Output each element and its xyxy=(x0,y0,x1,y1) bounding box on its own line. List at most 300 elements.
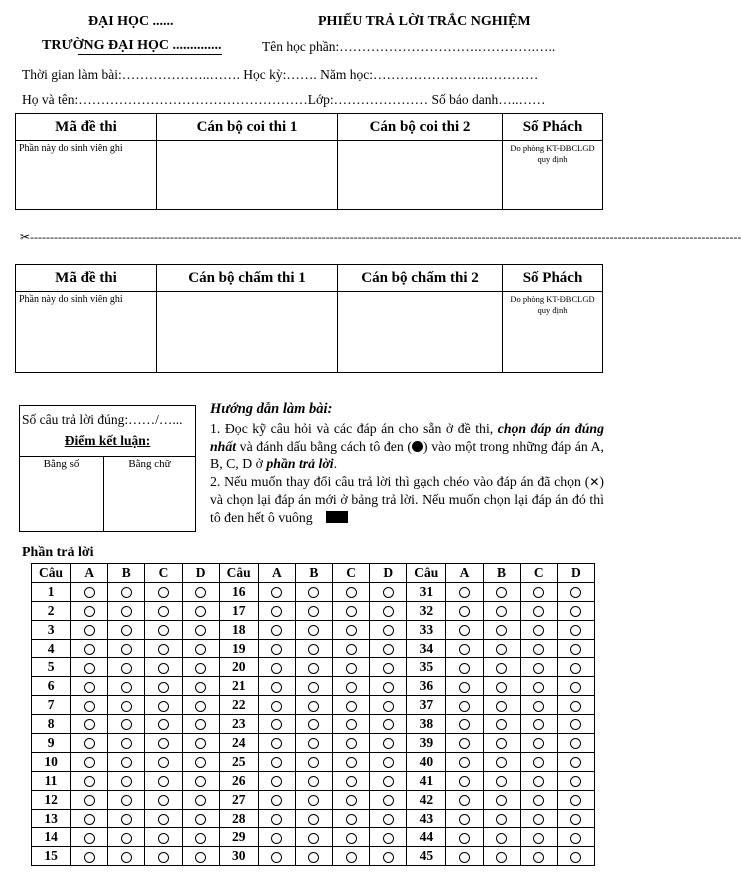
answer-cell xyxy=(483,790,520,809)
answer-bubble-b-icon[interactable] xyxy=(121,738,132,749)
answer-cell xyxy=(370,809,407,828)
answer-row xyxy=(32,639,595,658)
exam-code-cell[interactable] xyxy=(16,141,157,210)
answer-bubble-d-icon[interactable] xyxy=(570,644,581,655)
answer-bubble-a-icon[interactable] xyxy=(271,814,282,825)
answer-bubble-a-icon[interactable] xyxy=(271,682,282,693)
answer-bubble-c-icon[interactable] xyxy=(346,833,357,844)
answer-bubble-a-icon[interactable] xyxy=(271,757,282,768)
answer-bubble-c-icon[interactable] xyxy=(533,644,544,655)
answer-bubble-c-icon[interactable] xyxy=(346,719,357,730)
question-number: 33 xyxy=(407,620,446,639)
answer-bubble-c-icon[interactable] xyxy=(533,606,544,617)
answer-bubble-d-icon[interactable] xyxy=(195,776,206,787)
answer-cell xyxy=(370,790,407,809)
answer-bubble-c-icon[interactable] xyxy=(158,625,169,636)
answer-bubble-d-icon[interactable] xyxy=(570,587,581,598)
answer-bubble-a-icon[interactable] xyxy=(84,701,95,712)
answer-bubble-a-icon[interactable] xyxy=(271,587,282,598)
answer-bubble-c-icon[interactable] xyxy=(533,738,544,749)
score-divider xyxy=(20,456,195,457)
answer-bubble-a-icon[interactable] xyxy=(459,625,470,636)
answer-cell xyxy=(258,658,295,677)
instructions-title: Hướng dẫn làm bài: xyxy=(210,401,333,417)
answer-bubble-b-icon[interactable] xyxy=(308,606,319,617)
answer-bubble-b-icon[interactable] xyxy=(308,644,319,655)
answer-cell xyxy=(333,601,370,620)
instructions xyxy=(210,401,604,526)
answer-cell xyxy=(108,828,145,847)
answer-bubble-d-icon[interactable] xyxy=(570,852,581,863)
answer-bubble-c-icon[interactable] xyxy=(158,833,169,844)
answer-bubble-b-icon[interactable] xyxy=(496,587,507,598)
answer-cell xyxy=(333,734,370,753)
answer-cell xyxy=(71,601,108,620)
question-number: 9 xyxy=(32,734,71,753)
answer-bubble-c-icon[interactable] xyxy=(158,757,169,768)
answer-cell xyxy=(258,677,295,696)
answer-bubble-c-icon[interactable] xyxy=(158,719,169,730)
answer-bubble-a-icon[interactable] xyxy=(84,606,95,617)
answer-bubble-b-icon[interactable] xyxy=(496,701,507,712)
answer-bubble-c-icon[interactable] xyxy=(158,814,169,825)
answer-cell xyxy=(446,715,483,734)
answer-bubble-c-icon[interactable] xyxy=(158,663,169,674)
answer-bubble-d-icon[interactable] xyxy=(195,644,206,655)
student-info-line[interactable]: Họ và tên:……………………………………………Lớp:………………… Số báo danh…..…… xyxy=(22,92,546,107)
answer-bubble-b-icon[interactable] xyxy=(121,814,132,825)
answer-cell xyxy=(108,771,145,790)
answer-cell xyxy=(520,847,557,866)
answer-bubble-d-icon[interactable] xyxy=(383,644,394,655)
answer-bubble-d-icon[interactable] xyxy=(570,795,581,806)
conclusion-label: Điểm kết luận: xyxy=(64,433,151,448)
answer-bubble-a-icon[interactable] xyxy=(84,795,95,806)
answer-cell xyxy=(71,715,108,734)
answer-cell xyxy=(370,828,407,847)
exam-code-cell-2[interactable] xyxy=(16,292,157,373)
answer-bubble-c-icon[interactable] xyxy=(533,776,544,787)
sophach-cell xyxy=(503,141,603,210)
answer-bubble-b-icon[interactable] xyxy=(121,833,132,844)
answer-bubble-a-icon[interactable] xyxy=(271,663,282,674)
answer-cell xyxy=(557,734,594,753)
col-header-cau: Câu xyxy=(219,564,258,583)
answer-bubble-a-icon[interactable] xyxy=(459,719,470,730)
answer-bubble-a-icon[interactable] xyxy=(459,795,470,806)
answer-bubble-d-icon[interactable] xyxy=(383,795,394,806)
answer-bubble-b-icon[interactable] xyxy=(496,719,507,730)
answer-bubble-c-icon[interactable] xyxy=(346,587,357,598)
answer-bubble-d-icon[interactable] xyxy=(570,814,581,825)
answer-bubble-a-icon[interactable] xyxy=(271,701,282,712)
answer-bubble-a-icon[interactable] xyxy=(271,852,282,863)
answer-bubble-b-icon[interactable] xyxy=(496,644,507,655)
answer-bubble-a-icon[interactable] xyxy=(84,663,95,674)
answer-bubble-d-icon[interactable] xyxy=(383,682,394,693)
answer-bubble-b-icon[interactable] xyxy=(121,701,132,712)
answer-row xyxy=(32,809,595,828)
proctor-2-cell[interactable] xyxy=(338,141,503,210)
answer-bubble-b-icon[interactable] xyxy=(121,795,132,806)
answer-bubble-b-icon[interactable] xyxy=(308,814,319,825)
answer-bubble-d-icon[interactable] xyxy=(383,814,394,825)
answer-bubble-b-icon[interactable] xyxy=(121,776,132,787)
answer-bubble-d-icon[interactable] xyxy=(570,833,581,844)
school-name-text: TRƯỜNG ĐẠI HỌC .............. xyxy=(42,38,222,53)
answer-cell xyxy=(333,715,370,734)
instr-text: 2. Nếu muốn thay đổi câu trả lời thì gạch chéo vào đáp án đã chọn ( xyxy=(210,473,590,489)
answer-cell xyxy=(145,601,182,620)
correct-count-label[interactable]: Số câu trả lời đúng:……/…... xyxy=(22,412,183,427)
answer-bubble-c-icon[interactable] xyxy=(533,719,544,730)
answer-bubble-a-icon[interactable] xyxy=(84,814,95,825)
answer-bubble-a-icon[interactable] xyxy=(271,738,282,749)
answer-bubble-b-icon[interactable] xyxy=(496,606,507,617)
answer-bubble-d-icon[interactable] xyxy=(570,776,581,787)
answer-bubble-b-icon[interactable] xyxy=(308,625,319,636)
answer-cell xyxy=(557,790,594,809)
answer-cell xyxy=(108,790,145,809)
answer-cell xyxy=(182,847,219,866)
answer-bubble-b-icon[interactable] xyxy=(496,682,507,693)
question-number: 34 xyxy=(407,639,446,658)
answer-bubble-d-icon[interactable] xyxy=(383,833,394,844)
answer-bubble-d-icon[interactable] xyxy=(195,852,206,863)
answer-cell xyxy=(370,696,407,715)
answer-bubble-c-icon[interactable] xyxy=(533,757,544,768)
answer-cell xyxy=(182,715,219,734)
answer-cell xyxy=(557,658,594,677)
answer-bubble-c-icon[interactable] xyxy=(533,833,544,844)
answer-cell xyxy=(108,639,145,658)
instructions-p2 xyxy=(210,473,604,527)
question-number: 14 xyxy=(32,828,71,847)
answer-bubble-b-icon[interactable] xyxy=(308,663,319,674)
answer-cell xyxy=(557,752,594,771)
student-fill-note: Phần này do sinh viên ghi xyxy=(19,143,123,154)
answer-bubble-a-icon[interactable] xyxy=(84,738,95,749)
answer-bubble-a-icon[interactable] xyxy=(84,625,95,636)
answer-bubble-d-icon[interactable] xyxy=(195,833,206,844)
answer-bubble-b-icon[interactable] xyxy=(121,663,132,674)
answer-bubble-d-icon[interactable] xyxy=(195,701,206,712)
answer-bubble-b-icon[interactable] xyxy=(308,738,319,749)
answer-cell xyxy=(182,677,219,696)
answer-cell xyxy=(182,790,219,809)
answer-bubble-d-icon[interactable] xyxy=(383,738,394,749)
cut-line: ✂---------------------------------------------------------------------------------------------------------------------------------------------------------------------------------- xyxy=(20,230,741,244)
answer-cell xyxy=(182,809,219,828)
answer-bubble-c-icon[interactable] xyxy=(346,814,357,825)
answer-bubble-b-icon[interactable] xyxy=(496,795,507,806)
answer-bubble-d-icon[interactable] xyxy=(383,587,394,598)
answer-cell xyxy=(520,809,557,828)
answer-bubble-c-icon[interactable] xyxy=(346,701,357,712)
answer-bubble-d-icon[interactable] xyxy=(195,682,206,693)
answer-cell xyxy=(258,696,295,715)
answer-bubble-a-icon[interactable] xyxy=(459,833,470,844)
answer-cell xyxy=(483,809,520,828)
answer-bubble-d-icon[interactable] xyxy=(383,776,394,787)
answer-bubble-a-icon[interactable] xyxy=(459,682,470,693)
answer-bubble-b-icon[interactable] xyxy=(121,625,132,636)
answer-bubble-c-icon[interactable] xyxy=(346,738,357,749)
answer-bubble-d-icon[interactable] xyxy=(383,663,394,674)
answer-bubble-d-icon[interactable] xyxy=(195,625,206,636)
form-title: PHIẾU TRẢ LỜI TRẮC NGHIỆM xyxy=(318,14,531,29)
answer-cell xyxy=(520,771,557,790)
col-header-b: B xyxy=(108,564,145,583)
answer-bubble-b-icon[interactable] xyxy=(121,606,132,617)
answer-bubble-d-icon[interactable] xyxy=(570,757,581,768)
instr-emphasis: chọn đáp án đúng nhất xyxy=(210,421,604,454)
answer-bubble-b-icon[interactable] xyxy=(496,852,507,863)
answer-bubble-a-icon[interactable] xyxy=(84,757,95,768)
answer-bubble-a-icon[interactable] xyxy=(84,644,95,655)
instr-text: 1. Đọc kỹ câu hỏi và các đáp án cho sẵn ở đề thi, xyxy=(210,421,498,436)
answer-bubble-c-icon[interactable] xyxy=(346,682,357,693)
answer-bubble-d-icon[interactable] xyxy=(195,606,206,617)
answer-row xyxy=(32,601,595,620)
answer-bubble-d-icon[interactable] xyxy=(383,625,394,636)
answer-bubble-c-icon[interactable] xyxy=(158,795,169,806)
answer-bubble-b-icon[interactable] xyxy=(308,719,319,730)
answer-cell xyxy=(333,696,370,715)
answer-bubble-c-icon[interactable] xyxy=(346,757,357,768)
answer-row xyxy=(32,828,595,847)
answer-cell xyxy=(446,771,483,790)
answer-bubble-b-icon[interactable] xyxy=(496,757,507,768)
answer-bubble-b-icon[interactable] xyxy=(308,757,319,768)
answer-bubble-d-icon[interactable] xyxy=(383,757,394,768)
answer-bubble-a-icon[interactable] xyxy=(84,833,95,844)
answer-bubble-a-icon[interactable] xyxy=(84,852,95,863)
answer-bubble-b-icon[interactable] xyxy=(496,663,507,674)
answer-cell xyxy=(333,809,370,828)
answer-bubble-b-icon[interactable] xyxy=(308,795,319,806)
course-name-field[interactable]: Tên học phần:………………………….………….….. xyxy=(262,39,556,54)
answer-bubble-b-icon[interactable] xyxy=(121,719,132,730)
answer-bubble-c-icon[interactable] xyxy=(158,701,169,712)
answer-cell xyxy=(295,582,332,601)
grader-2-cell[interactable] xyxy=(338,292,503,373)
answer-bubble-d-icon[interactable] xyxy=(195,795,206,806)
answer-cell xyxy=(333,752,370,771)
answer-cell xyxy=(295,752,332,771)
answer-bubble-b-icon[interactable] xyxy=(496,625,507,636)
answer-bubble-b-icon[interactable] xyxy=(121,587,132,598)
answer-cell xyxy=(483,734,520,753)
answer-bubble-c-icon[interactable] xyxy=(533,701,544,712)
answer-bubble-c-icon[interactable] xyxy=(533,852,544,863)
answer-cell xyxy=(182,734,219,753)
answer-header-row xyxy=(32,564,595,583)
answer-bubble-d-icon[interactable] xyxy=(383,606,394,617)
answer-bubble-d-icon[interactable] xyxy=(383,719,394,730)
answer-bubble-c-icon[interactable] xyxy=(533,625,544,636)
answer-bubble-b-icon[interactable] xyxy=(308,833,319,844)
answer-bubble-c-icon[interactable] xyxy=(346,644,357,655)
answer-bubble-b-icon[interactable] xyxy=(308,587,319,598)
question-number: 24 xyxy=(219,734,258,753)
proctor-1-cell[interactable] xyxy=(157,141,338,210)
answer-bubble-d-icon[interactable] xyxy=(195,587,206,598)
answer-bubble-b-icon[interactable] xyxy=(496,814,507,825)
instr-text: ) vào một trong những đáp án A, B, C, D ở xyxy=(210,438,604,471)
answer-cell xyxy=(108,752,145,771)
answer-cell xyxy=(557,620,594,639)
answer-bubble-a-icon[interactable] xyxy=(459,776,470,787)
answer-bubble-c-icon[interactable] xyxy=(158,644,169,655)
answer-bubble-c-icon[interactable] xyxy=(158,776,169,787)
question-number: 1 xyxy=(32,582,71,601)
answer-bubble-d-icon[interactable] xyxy=(195,738,206,749)
answer-bubble-d-icon[interactable] xyxy=(195,757,206,768)
answer-bubble-c-icon[interactable] xyxy=(158,606,169,617)
question-number: 7 xyxy=(32,696,71,715)
answer-bubble-c-icon[interactable] xyxy=(158,587,169,598)
answer-cell xyxy=(108,658,145,677)
answer-bubble-a-icon[interactable] xyxy=(459,757,470,768)
answer-bubble-d-icon[interactable] xyxy=(570,606,581,617)
answer-cell xyxy=(370,620,407,639)
answer-bubble-d-icon[interactable] xyxy=(383,852,394,863)
answer-bubble-c-icon[interactable] xyxy=(346,625,357,636)
question-number: 35 xyxy=(407,658,446,677)
answer-bubble-a-icon[interactable] xyxy=(271,776,282,787)
answer-bubble-d-icon[interactable] xyxy=(570,682,581,693)
answer-bubble-c-icon[interactable] xyxy=(533,682,544,693)
answer-bubble-b-icon[interactable] xyxy=(121,682,132,693)
answer-bubble-a-icon[interactable] xyxy=(459,814,470,825)
answer-bubble-c-icon[interactable] xyxy=(158,852,169,863)
answer-cell xyxy=(446,658,483,677)
answer-bubble-c-icon[interactable] xyxy=(158,738,169,749)
answer-cell xyxy=(520,734,557,753)
answer-bubble-c-icon[interactable] xyxy=(346,663,357,674)
answer-bubble-c-icon[interactable] xyxy=(533,795,544,806)
answer-bubble-d-icon[interactable] xyxy=(570,701,581,712)
question-number: 37 xyxy=(407,696,446,715)
answer-bubble-d-icon[interactable] xyxy=(195,663,206,674)
answer-bubble-d-icon[interactable] xyxy=(195,719,206,730)
answer-bubble-a-icon[interactable] xyxy=(271,606,282,617)
answer-bubble-c-icon[interactable] xyxy=(346,776,357,787)
answer-cell xyxy=(520,658,557,677)
answer-bubble-b-icon[interactable] xyxy=(496,738,507,749)
answer-cell xyxy=(446,752,483,771)
answer-bubble-b-icon[interactable] xyxy=(496,833,507,844)
answer-bubble-a-icon[interactable] xyxy=(271,795,282,806)
answer-cell xyxy=(71,620,108,639)
answer-cell xyxy=(446,601,483,620)
answer-bubble-b-icon[interactable] xyxy=(121,644,132,655)
question-number: 12 xyxy=(32,790,71,809)
answer-bubble-d-icon[interactable] xyxy=(570,663,581,674)
col-header-d: D xyxy=(557,564,594,583)
col-header-c: C xyxy=(333,564,370,583)
answer-bubble-a-icon[interactable] xyxy=(459,701,470,712)
answer-bubble-a-icon[interactable] xyxy=(84,719,95,730)
answer-bubble-a-icon[interactable] xyxy=(459,644,470,655)
answer-cell xyxy=(145,715,182,734)
answer-bubble-c-icon[interactable] xyxy=(533,663,544,674)
answer-bubble-b-icon[interactable] xyxy=(121,757,132,768)
sophach-header: Số Phách xyxy=(503,114,603,141)
school-underline xyxy=(78,54,222,55)
question-number: 36 xyxy=(407,677,446,696)
answer-bubble-b-icon[interactable] xyxy=(308,701,319,712)
proctor-1-header: Cán bộ coi thi 1 xyxy=(157,114,338,141)
answer-bubble-a-icon[interactable] xyxy=(459,738,470,749)
answer-bubble-d-icon[interactable] xyxy=(195,814,206,825)
proctor-table xyxy=(15,113,603,210)
grader-table xyxy=(15,264,603,373)
answer-bubble-a-icon[interactable] xyxy=(271,833,282,844)
answer-bubble-c-icon[interactable] xyxy=(346,852,357,863)
answer-bubble-b-icon[interactable] xyxy=(308,776,319,787)
question-number: 21 xyxy=(219,677,258,696)
answer-cell xyxy=(520,601,557,620)
answer-bubble-a-icon[interactable] xyxy=(84,682,95,693)
answer-bubble-d-icon[interactable] xyxy=(570,719,581,730)
answer-bubble-c-icon[interactable] xyxy=(158,682,169,693)
answer-cell xyxy=(483,847,520,866)
answer-cell xyxy=(483,620,520,639)
answer-bubble-c-icon[interactable] xyxy=(346,795,357,806)
answer-bubble-c-icon[interactable] xyxy=(533,587,544,598)
answer-cell xyxy=(557,601,594,620)
answer-cell xyxy=(258,620,295,639)
answer-cell xyxy=(520,639,557,658)
question-number: 10 xyxy=(32,752,71,771)
answer-cell xyxy=(145,771,182,790)
grader-1-cell[interactable] xyxy=(157,292,338,373)
answer-bubble-d-icon[interactable] xyxy=(383,701,394,712)
answer-bubble-c-icon[interactable] xyxy=(346,606,357,617)
answer-cell xyxy=(71,677,108,696)
answer-cell xyxy=(182,639,219,658)
answer-bubble-d-icon[interactable] xyxy=(570,738,581,749)
answer-cell xyxy=(520,790,557,809)
answer-bubble-b-icon[interactable] xyxy=(121,852,132,863)
answer-bubble-a-icon[interactable] xyxy=(459,663,470,674)
answer-bubble-d-icon[interactable] xyxy=(570,625,581,636)
answer-cell xyxy=(71,752,108,771)
answer-bubble-b-icon[interactable] xyxy=(308,852,319,863)
answer-cell xyxy=(370,601,407,620)
by-number-label: Bằng số xyxy=(43,458,80,470)
answer-bubble-b-icon[interactable] xyxy=(308,682,319,693)
answer-row xyxy=(32,771,595,790)
answer-row xyxy=(32,715,595,734)
answer-cell xyxy=(483,828,520,847)
answer-bubble-a-icon[interactable] xyxy=(459,587,470,598)
answer-bubble-a-icon[interactable] xyxy=(271,625,282,636)
answer-bubble-c-icon[interactable] xyxy=(533,814,544,825)
answer-cell xyxy=(333,658,370,677)
exam-time-line[interactable]: Thời gian làm bài:………………..……. Học kỳ:……. Năm học:…………………….………… xyxy=(22,67,539,82)
answer-bubble-a-icon[interactable] xyxy=(271,644,282,655)
exam-code-header: Mã đề thi xyxy=(16,114,157,141)
answer-bubble-b-icon[interactable] xyxy=(496,776,507,787)
answer-bubble-a-icon[interactable] xyxy=(271,719,282,730)
answer-bubble-a-icon[interactable] xyxy=(459,852,470,863)
answer-bubble-a-icon[interactable] xyxy=(459,606,470,617)
answer-bubble-a-icon[interactable] xyxy=(84,587,95,598)
answer-bubble-a-icon[interactable] xyxy=(84,776,95,787)
